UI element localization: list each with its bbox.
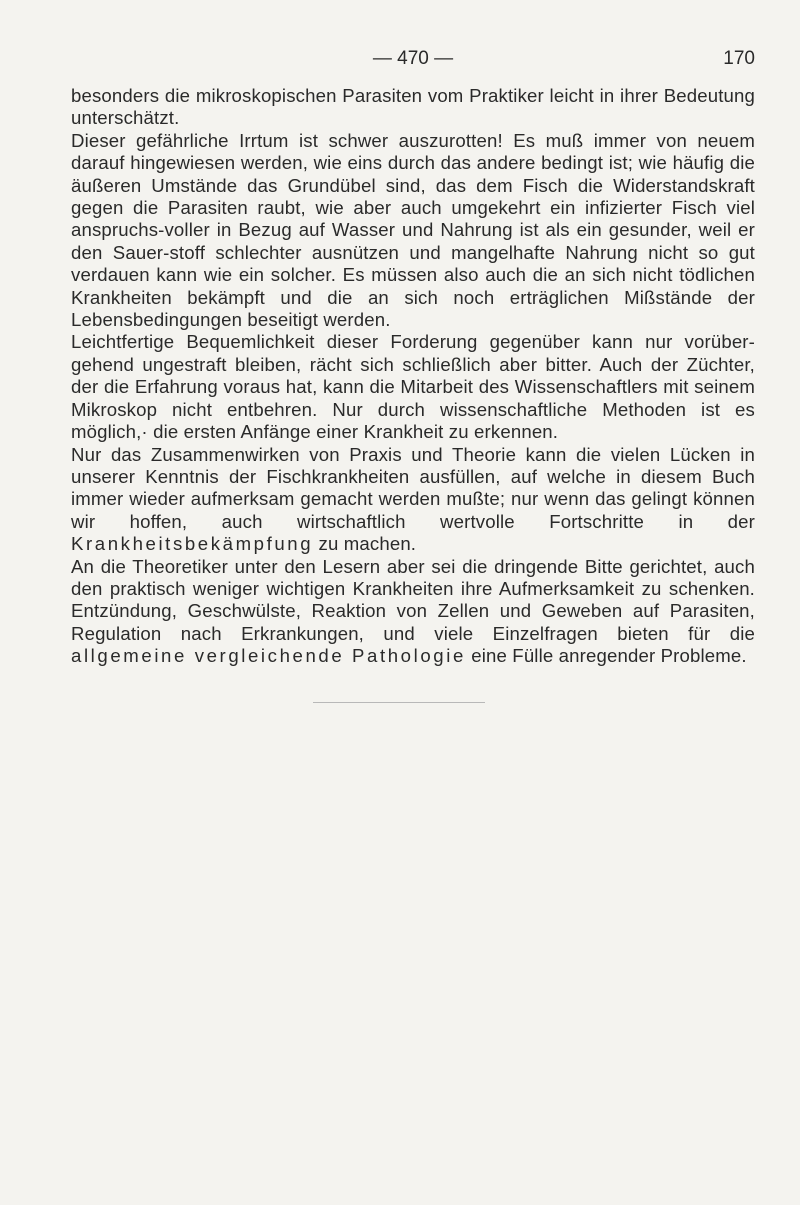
body-text: [71, 85, 755, 668]
paragraph-4-text-b: zu machen.: [313, 533, 417, 555]
paragraph-4-emphasis: Krankheitsbekämpfung: [71, 533, 314, 555]
paragraph-4: [71, 444, 755, 556]
paragraph-5: [71, 556, 755, 668]
paragraph-1: besonders die mikroskopischen Parasiten vom Praktiker leicht in ihrer Bedeutung unterschätzt.: [71, 85, 755, 129]
paragraph-3: Leichtfertige Bequemlichkeit dieser Forderung gegenüber kann nur vorüber-gehend ungestraft bleiben, rächt sich schließlich aber bitter. Auch der Züchter, der die Erfahrung voraus hat, kann die Mitarbeit des Wissenschaftlers mit seinem Mikroskop nicht entbehren. Nur durch wissenschaftliche Methoden ist es möglich,· die ersten Anfänge einer Krankheit zu erkennen.: [71, 331, 755, 443]
page-header: [71, 48, 755, 78]
paragraph-2: Dieser gefährliche Irrtum ist schwer auszurotten! Es muß immer von neuem darauf hingewiesen werden, wie eins durch das andere bedingt ist; wie häufig die äußeren Umstände das Grundübel sind, das dem Fisch die Widerstandskraft gegen die Parasiten raubt, wie aber auch umgekehrt ein infizierter Fisch viel anspruchs-voller in Bezug auf Wasser und Nahrung ist als ein gesunder, weil er den Sauer-stoff schlechter ausnützen und mangelhafte Nahrung nicht so gut verdauen kann wie ein solcher. Es müssen also auch die an sich nicht tödlichen Krankheiten bekämpft und die an sich noch erträglichen Mißstände der Lebensbedingungen beseitigt werden.: [71, 129, 755, 331]
book-page: [71, 48, 755, 668]
paragraph-4-text-a: Nur das Zusammenwirken von Praxis und Theorie kann die vielen Lücken in unserer Kenntnis der Fischkrankheiten ausfüllen, auf welche in diesem Buch immer wieder aufmerksam gemacht werden mußte; nur wenn das gelingt können wir hoffen, auch wirtschaftlich wertvolle Fortschritte in der: [71, 443, 755, 532]
paragraph-5-text-a: An die Theoretiker unter den Lesern aber sei die dringende Bitte gerichtet, auch den praktisch weniger wichtigen Krankheiten ihre Aufmerksamkeit zu schenken. Entzündung, Geschwülste, Reaktion von Zellen und Geweben auf Parasiten, Regulation nach Erkrankungen, und viele Einzelfragen bieten für die: [71, 555, 755, 644]
paragraph-5-emphasis: allgemeine vergleichende Pathologie: [71, 645, 466, 667]
page-number-right: 170: [723, 48, 755, 69]
end-divider: [313, 702, 485, 703]
paragraph-5-text-b: eine Fülle anregender Probleme.: [465, 645, 747, 667]
page-number-center: — 470 —: [372, 48, 454, 69]
